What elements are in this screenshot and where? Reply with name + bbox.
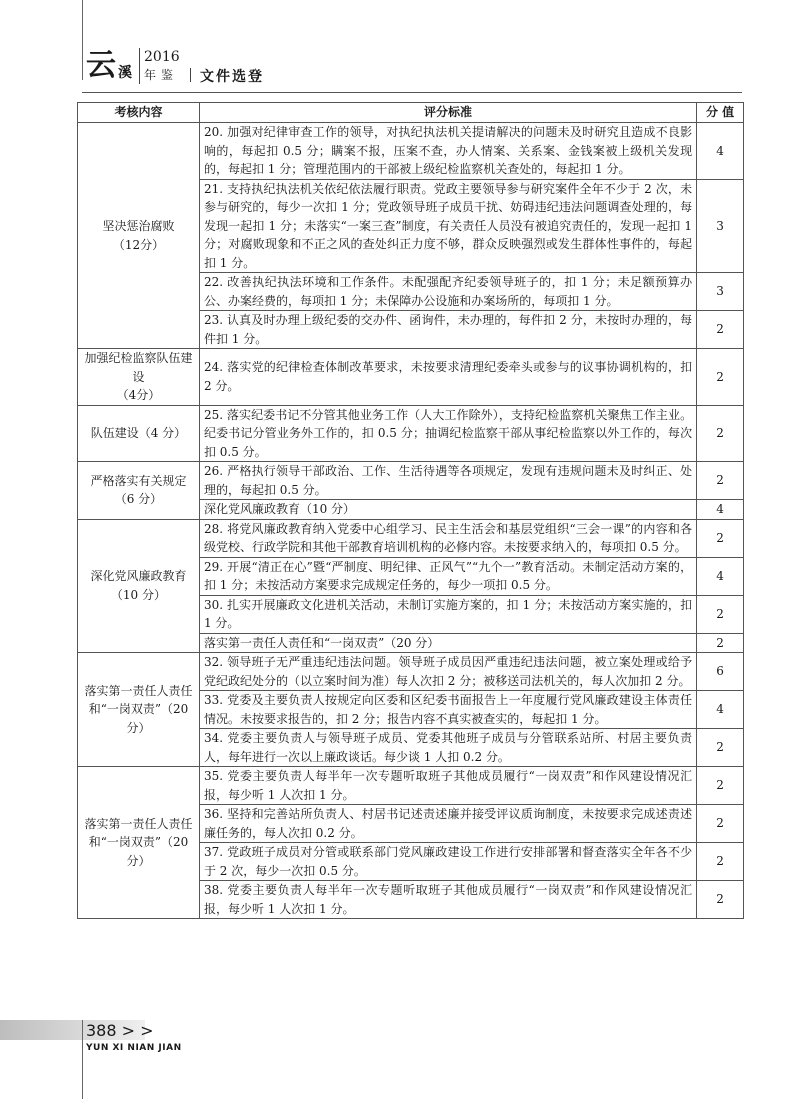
category-label: 队伍建设（4 分） [90, 426, 187, 440]
category-cell [78, 519, 200, 653]
category-cell [78, 767, 200, 919]
category-cell [78, 462, 200, 520]
table-row [78, 349, 744, 406]
score-cell: 2 [697, 595, 744, 633]
logo-mark: 云 [86, 48, 116, 83]
header-category: 考核内容 [78, 103, 200, 123]
category-label: 落实第一责任人责任 [84, 816, 193, 831]
score-cell: 2 [697, 881, 744, 919]
score-cell: 2 [697, 767, 744, 805]
table-row [78, 767, 744, 805]
category-points: （4分） [116, 388, 161, 402]
header-book-title: 年鉴 [144, 68, 179, 82]
page-number: 388 > > [86, 1021, 154, 1040]
standard-cell: 30. 扎实开展廉政文化进机关活动，未制订实施方案的，扣 1 分；未按活动方案实施的，扣 1 分。 [199, 595, 696, 633]
score-cell: 2 [697, 519, 744, 557]
score-cell: 3 [697, 179, 744, 273]
score-cell: 4 [697, 500, 744, 520]
standard-cell: 34. 党委主要负责人与领导班子成员、党委其他班子成员与分管联系站所、村居主要负责人，每年进行一次以上廉政谈话。每少谈 1 人扣 0.2 分。 [199, 729, 696, 767]
score-cell: 2 [697, 311, 744, 349]
standard-cell: 32. 领导班子无严重违纪违法问题。领导班子成员因严重违纪违法问题，被立案处理或给予党纪政纪处分的（以立案时间为准）每人次扣 2 分；被移送司法机关的，每人次加扣 2 分。 [199, 653, 696, 691]
score-cell: 4 [697, 123, 744, 180]
assessment-table [77, 102, 744, 919]
header-divider [139, 48, 140, 84]
category-cell [78, 349, 200, 406]
standard-cell: 36. 坚持和完善站所负责人、村居书记述责述廉并接受评议质询制度，未按要求完成述责述廉任务的，每人次扣 0.2 分。 [199, 805, 696, 843]
header-standard: 评分标准 [199, 103, 696, 123]
category-points: 和“一岗双责”（20 分） [88, 702, 189, 735]
score-cell: 6 [697, 653, 744, 691]
standard-cell: 24. 落实党的纪律检查体制改革要求，未按要求清理纪委牵头或参与的议事协调机构的，扣 2 分。 [199, 349, 696, 406]
score-cell: 2 [697, 729, 744, 767]
table-row [78, 405, 744, 462]
standard-cell: 25. 落实纪委书记不分管其他业务工作（人大工作除外），支持纪检监察机关聚焦工作主业。纪委书记分管业务外工作的，扣 0.5 分；抽调纪检监察干部从事纪检监察以外工作的，每次扣 0.5 分。 [199, 405, 696, 462]
category-label: 坚决惩治腐败 [102, 219, 175, 233]
table-row [78, 123, 744, 180]
logo-mark-small: 溪 [118, 65, 132, 81]
standard-cell: 37. 党政班子成员对分管或联系部门党风廉政建设工作进行安排部署和督查落实全年各不少于 2 次，每少一次扣 0.5 分。 [199, 843, 696, 881]
score-cell: 2 [697, 405, 744, 462]
standard-cell: 29. 开展“清正在心”暨“严制度、明纪律、正风气”“九个一”教育活动。未制定活动方案的，扣 1 分；未按活动方案要求完成规定任务的，每少一项扣 0.5 分。 [199, 557, 696, 595]
header-year: 2016 [144, 49, 180, 65]
header-divider-small [190, 68, 191, 82]
score-cell: 2 [697, 843, 744, 881]
header-section-title: 文件选登 [200, 69, 264, 85]
table-row [78, 519, 744, 557]
category-label: 落实第一责任人责任 [84, 683, 193, 698]
standard-cell: 28. 将党风廉政教育纳入党委中心组学习、民主生活会和基层党组织“三会一课”的内容和各级党校、行政学院和其他干部教育培训机构的必修内容。未按要求纳入的，每项扣 0.5 分。 [199, 519, 696, 557]
standard-cell: 落实第一责任人责任和“一岗双责”（20 分） [199, 633, 696, 653]
standard-cell: 38. 党委主要负责人每半年一次专题听取班子其他成员履行“一岗双责”和作风建设情况汇报，每少听 1 人次扣 1 分。 [199, 881, 696, 919]
table-row [78, 462, 744, 500]
footer-margin-line [82, 1020, 83, 1099]
category-cell [78, 123, 200, 349]
score-cell: 3 [697, 273, 744, 311]
category-points: （12分） [112, 237, 165, 252]
category-points: （6 分） [114, 492, 163, 507]
score-cell: 2 [697, 633, 744, 653]
standard-cell: 23. 认真及时办理上级纪委的交办件、函询件，未办理的，每件扣 2 分，未按时办理的，每件扣 1 分。 [199, 311, 696, 349]
header-score: 分 值 [697, 103, 744, 123]
category-points: 和“一岗双责”（20 分） [88, 835, 189, 868]
standard-cell: 20. 加强对纪律审查工作的领导，对执纪执法机关提请解决的问题未及时研究且造成不良影响的，每起扣 0.5 分；瞒案不报，压案不查，办人情案、关系案、金钱案被上级机关发现的，每起扣 1 分；管理范围内的干部被上级纪检监察机关查处的，每起扣 1 分。 [199, 123, 696, 180]
page-header [82, 44, 742, 88]
standard-cell: 深化党风廉政教育（10 分） [199, 500, 696, 520]
category-cell [78, 405, 200, 462]
standard-cell: 33. 党委及主要负责人按规定向区委和区纪委书面报告上一年度履行党风廉政建设主体责任情况。未按要求报告的，扣 2 分；报告内容不真实被查实的，每起扣 1 分。 [199, 691, 696, 729]
footer-subtitle: YUN XI NIAN JIAN [86, 1043, 182, 1053]
header-rule [82, 92, 742, 93]
score-cell: 4 [697, 691, 744, 729]
score-cell: 2 [697, 349, 744, 406]
standard-cell: 22. 改善执纪执法环境和工作条件。未配强配齐纪委领导班子的，扣 1 分；未足额预算办公、办案经费的，每项扣 1 分；未保障办公设施和办案场所的，每项扣 1 分。 [199, 273, 696, 311]
standard-cell: 26. 严格执行领导干部政治、工作、生活待遇等各项规定，发现有违规问题未及时纠正、处理的，每起扣 0.5 分。 [199, 462, 696, 500]
category-cell [78, 653, 200, 767]
standard-cell: 35. 党委主要负责人每半年一次专题听取班子其他成员履行“一岗双责”和作风建设情况汇报，每少听 1 人次扣 1 分。 [199, 767, 696, 805]
table-row [78, 653, 744, 691]
score-cell: 2 [697, 805, 744, 843]
table-header-row [78, 103, 744, 123]
category-points: （10 分） [110, 587, 167, 602]
category-label: 严格落实有关规定 [90, 473, 187, 488]
score-cell: 2 [697, 462, 744, 500]
category-label: 深化党风廉政教育 [90, 569, 187, 584]
category-label: 加强纪检监察队伍建设 [84, 351, 193, 384]
score-cell: 4 [697, 557, 744, 595]
standard-cell: 21. 支持执纪执法机关依纪依法履行职责。党政主要领导参与研究案件全年不少于 2 次，未参与研究的，每少一次扣 1 分；党政领导班子成员干扰、妨碍违纪违法问题调查处理的，每发现一起扣 1 分；未落实“一案三查”制度，有关责任人员没有被追究责任的，发现一起扣 1 分；对腐败现象和不正之风的查处纠正力度不够，群众反映强烈或发生群体性事件的，每起扣 1 分。 [199, 179, 696, 273]
